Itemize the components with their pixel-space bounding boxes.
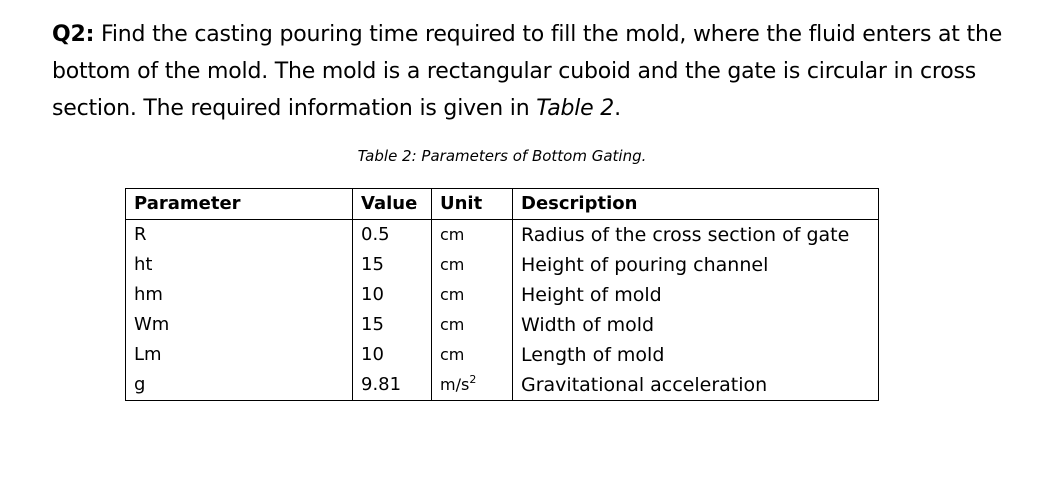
cell-value: 0.5 (353, 220, 432, 251)
unit-text: m/s (440, 375, 470, 394)
table-row (126, 340, 879, 370)
table-reference: Table 2 (536, 96, 615, 121)
cell-value: 10 (353, 280, 432, 310)
cell-unit (432, 220, 513, 251)
table-row (126, 250, 879, 280)
header-parameter: Parameter (126, 189, 353, 220)
unit-text: cm (440, 225, 465, 244)
cell-unit (432, 340, 513, 370)
header-description: Description (513, 189, 879, 220)
cell-unit (432, 250, 513, 280)
header-value: Value (353, 189, 432, 220)
cell-unit (432, 310, 513, 340)
question-label: Q2: (52, 22, 95, 47)
parameters-table (125, 188, 879, 401)
table-header-row (126, 189, 879, 220)
cell-parameter: Wm (126, 310, 353, 340)
table-row (126, 310, 879, 340)
cell-unit (432, 370, 513, 401)
question-end: . (614, 96, 621, 121)
unit-text: cm (440, 345, 465, 364)
cell-value: 15 (353, 310, 432, 340)
header-unit: Unit (432, 189, 513, 220)
cell-parameter: g (126, 370, 353, 401)
table-row (126, 220, 879, 251)
unit-text: cm (440, 315, 465, 334)
table-caption: Table 2: Parameters of Bottom Gating. (357, 147, 647, 165)
cell-parameter: R (126, 220, 353, 251)
cell-description: Length of mold (513, 340, 879, 370)
cell-parameter: hm (126, 280, 353, 310)
cell-description: Gravitational acceleration (513, 370, 879, 401)
cell-description: Height of mold (513, 280, 879, 310)
cell-description: Radius of the cross section of gate (513, 220, 879, 251)
table-row (126, 280, 879, 310)
unit-text: cm (440, 285, 465, 304)
cell-parameter: Lm (126, 340, 353, 370)
unit-superscript: 2 (469, 373, 477, 386)
cell-value: 10 (353, 340, 432, 370)
cell-description: Height of pouring channel (513, 250, 879, 280)
unit-text: cm (440, 255, 465, 274)
question-text (52, 16, 1032, 127)
cell-description: Width of mold (513, 310, 879, 340)
cell-parameter: ht (126, 250, 353, 280)
cell-value: 9.81 (353, 370, 432, 401)
cell-unit (432, 280, 513, 310)
cell-value: 15 (353, 250, 432, 280)
question-body: Find the casting pouring time required to fill the mold, where the fluid enters at the bottom of the mold. The mold is a rectangular cuboid and the gate is circular in cross section. The required information is given in (52, 22, 1003, 121)
table-row (126, 370, 879, 401)
